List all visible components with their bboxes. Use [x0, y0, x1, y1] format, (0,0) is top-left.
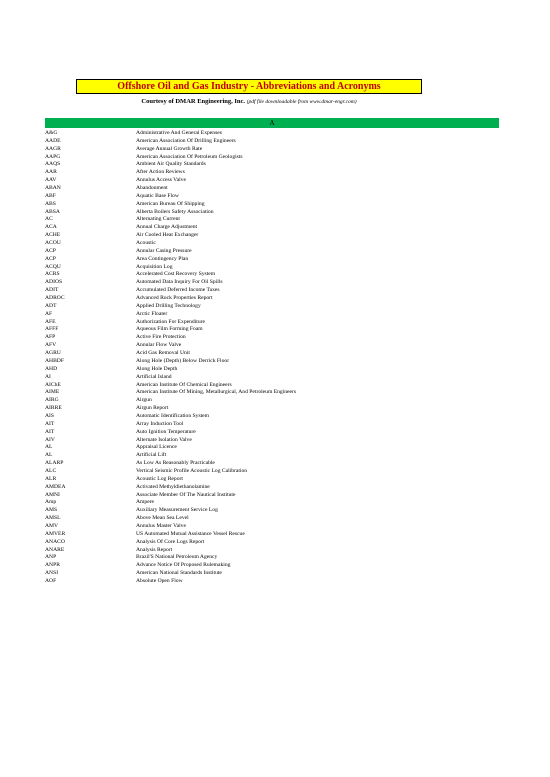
definition: Acoustic [136, 240, 156, 247]
acronym: AMDEA [45, 483, 66, 490]
definition: Advanced Rock Properties Report [136, 295, 213, 302]
definition: Area Contingency Plan [136, 255, 189, 262]
acronym: ACRS [45, 271, 60, 278]
definition: Activated Methyldiethanolamine [136, 483, 210, 490]
acronym: AIRG [45, 397, 59, 404]
definition: Auto Ignition Temperature [136, 428, 196, 435]
definition: Analysis Report [136, 546, 173, 553]
acronym: ANARE [45, 546, 65, 553]
acronym: AMSL [45, 515, 61, 522]
definition: Annular Flow Valve [136, 342, 182, 349]
acronym: AF [45, 310, 53, 317]
list-item [45, 209, 499, 217]
list-item [45, 161, 499, 169]
list-item [45, 311, 499, 319]
definition: Along Hole Depth [136, 365, 178, 372]
definition: American Institute Of Mining, Metallurgical, And Petroleum Engineers [136, 389, 297, 396]
list-item [45, 185, 499, 193]
list-item [45, 224, 499, 232]
definition: Brazil'S National Petroleum Agency [136, 554, 218, 561]
definition: Acoustic Log Report [136, 475, 183, 482]
acronym: AI [45, 373, 51, 380]
list-item [45, 146, 499, 154]
list-item [45, 578, 499, 586]
definition: Vertical Seismic Profile Acoustic Log Calibration [136, 467, 248, 474]
list-item [45, 248, 499, 256]
acronym: AAV [45, 177, 57, 184]
list-item [45, 437, 499, 445]
definition: Annulus Master Valve [136, 522, 186, 529]
definition: Authorization For Expenditure [136, 318, 205, 325]
definition: American Bureau Of Shipping [136, 200, 205, 207]
definition: Annulus Access Valve [136, 177, 186, 184]
acronym: ABS [45, 200, 56, 207]
acronym: ABAN [45, 185, 61, 192]
definition: Acid Gas Removal Unit [136, 350, 190, 357]
acronym: AFE [45, 318, 56, 325]
list-item [45, 389, 499, 397]
subtitle [76, 97, 422, 107]
acronym: AC [45, 216, 53, 223]
list-item [45, 240, 499, 248]
list-item [45, 271, 499, 279]
list-item [45, 374, 499, 382]
definition: American National Standards Institute [136, 570, 222, 577]
acronym: ADT [45, 302, 57, 309]
list-item [45, 539, 499, 547]
definition: Active Fire Protection [136, 334, 186, 341]
list-item [45, 350, 499, 358]
definition: Abandonment [136, 185, 168, 192]
acronym-list [45, 130, 499, 586]
list-item [45, 334, 499, 342]
acronym: AFP [45, 334, 56, 341]
definition: Alberta Boilers Safety Association [136, 208, 214, 215]
definition: Applied Drilling Technology [136, 302, 201, 309]
definition: Automatic Identification System [136, 412, 210, 419]
acronym: ABSA [45, 208, 60, 215]
definition: Above Mean Sea Level [136, 515, 189, 522]
list-item [45, 570, 499, 578]
acronym: AMV [45, 522, 59, 529]
acronym: AOF [45, 577, 57, 584]
list-item [45, 130, 499, 138]
section-header [45, 118, 499, 128]
definition: Absolute Open Flow [136, 577, 183, 584]
acronym: AIME [45, 389, 60, 396]
acronym: ANSI [45, 570, 59, 577]
acronym: ADIT [45, 287, 59, 294]
list-item [45, 287, 499, 295]
list-item [45, 405, 499, 413]
acronym: ADROC [45, 295, 65, 302]
acronym: AIS [45, 412, 55, 419]
acronym: ADIOS [45, 279, 63, 286]
list-item [45, 476, 499, 484]
acronym: AAQS [45, 161, 61, 168]
definition: Acquisition Log [136, 263, 173, 270]
acronym: ACP [45, 255, 56, 262]
acronym: AL [45, 452, 53, 459]
acronym: AAPG [45, 153, 61, 160]
list-item [45, 515, 499, 523]
definition: Advance Notice Of Proposed Rulemaking [136, 562, 231, 569]
list-item [45, 523, 499, 531]
definition: After Action Reviews [136, 169, 185, 176]
list-item [45, 279, 499, 287]
definition: Arctic Floater [136, 310, 168, 317]
definition: Associate Member Of The Nautical Institute [136, 491, 236, 498]
list-item [45, 256, 499, 264]
acronym: AFFF [45, 326, 59, 333]
acronym: ANPR [45, 562, 60, 569]
list-item [45, 154, 499, 162]
acronym: Amp [45, 499, 57, 506]
definition: Along Hole (Depth) Below Derrick Floor [136, 357, 230, 364]
acronym: A&G [45, 130, 58, 136]
list-item [45, 421, 499, 429]
list-item [45, 358, 499, 366]
list-item [45, 169, 499, 177]
definition: Analysis Of Core Logs Report [136, 538, 205, 545]
document-title-box [76, 79, 422, 94]
list-item [45, 216, 499, 224]
acronym: AMS [45, 507, 58, 514]
definition: Alternate Isolation Valve [136, 436, 192, 443]
definition: Airgun [136, 397, 152, 404]
acronym: ABF [45, 192, 56, 199]
definition: Airgun Report [136, 405, 169, 412]
definition: Accumulated Deferred Income Taxes [136, 287, 220, 294]
list-item [45, 507, 499, 515]
acronym: AMVER [45, 530, 66, 537]
list-item [45, 295, 499, 303]
list-item [45, 201, 499, 209]
definition: American Association Of Drilling Engineers [136, 137, 236, 144]
download-note: (pdf file downloadable from www.dmar-engr.com) [246, 99, 357, 105]
definition: Aqueous Film Forming Foam [136, 326, 203, 333]
acronym: AMNI [45, 491, 60, 498]
list-item [45, 366, 499, 374]
list-item [45, 264, 499, 272]
definition: Aquatic Base Flow [136, 192, 179, 199]
acronym: ANACO [45, 538, 65, 545]
definition: Appraisal Licence [136, 444, 177, 451]
definition: American Institute Of Chemical Engineers [136, 381, 232, 388]
acronym: AGRU [45, 350, 61, 357]
acronym: AFV [45, 342, 57, 349]
list-item [45, 452, 499, 460]
acronym: AIChE [45, 381, 61, 388]
definition: Ambient Air Quality Standards [136, 161, 206, 168]
definition: Annual Charge Adjustment [136, 224, 198, 231]
acronym: ACP [45, 247, 56, 254]
definition: Air Cooled Heat Exchanger [136, 232, 199, 239]
acronym: AIRRE [45, 405, 62, 412]
acronym: ALC [45, 467, 57, 474]
definition: Accelerated Cost Recovery System [136, 271, 216, 278]
definition: American Association Of Petroleum Geologists [136, 153, 243, 160]
list-item [45, 499, 499, 507]
list-item [45, 413, 499, 421]
definition: Automated Data Inquiry For Oil Spills [136, 279, 223, 286]
acronym: ACOU [45, 240, 61, 247]
definition: US Automated Mutual Assistance Vessel Rescue [136, 530, 245, 537]
list-item [45, 468, 499, 476]
list-item [45, 319, 499, 327]
acronym: AIT [45, 420, 55, 427]
list-item [45, 429, 499, 437]
definition: Ampere [136, 499, 155, 506]
list-item [45, 484, 499, 492]
acronym: AADE [45, 137, 61, 144]
list-item [45, 531, 499, 539]
list-item [45, 138, 499, 146]
acronym: AL [45, 444, 53, 451]
courtesy-text: Courtesy of DMAR Engineering, Inc. [141, 98, 246, 105]
definition: Auxiliary Measurement Service Log [136, 507, 218, 514]
acronym: ALR [45, 475, 57, 482]
definition: Annular Casing Pressure [136, 247, 192, 254]
acronym: AHD [45, 365, 58, 372]
acronym: AAGR [45, 145, 61, 152]
list-item [45, 562, 499, 570]
list-item [45, 554, 499, 562]
list-item [45, 492, 499, 500]
definition: Alternating Current [136, 216, 180, 223]
list-item [45, 342, 499, 350]
acronym: AAR [45, 169, 57, 176]
definition: Artificial Lift [136, 452, 167, 459]
definition: As Low As Reasonably Practicable [136, 460, 215, 467]
acronym: ANP [45, 554, 57, 561]
acronym: ACHE [45, 232, 61, 239]
list-item [45, 444, 499, 452]
list-item [45, 177, 499, 185]
list-item [45, 326, 499, 334]
acronym: ACQU [45, 263, 61, 270]
definition: Administrative And General Expenses [136, 130, 222, 136]
definition: Average Annual Growth Rate [136, 145, 203, 152]
section-letter: A [269, 119, 275, 127]
definition: Array Induction Tool [136, 420, 184, 427]
list-item [45, 303, 499, 311]
list-item [45, 193, 499, 201]
acronym: AIV [45, 436, 55, 443]
document-title: Offshore Oil and Gas Industry - Abbreviations and Acronyms [117, 81, 381, 92]
definition: Artificial Island [136, 373, 172, 380]
list-item [45, 460, 499, 468]
acronym: AIT [45, 428, 55, 435]
list-item [45, 232, 499, 240]
acronym: ALARP [45, 460, 64, 467]
list-item [45, 397, 499, 405]
acronym: AHBDF [45, 357, 64, 364]
list-item [45, 547, 499, 555]
acronym: ACA [45, 224, 57, 231]
